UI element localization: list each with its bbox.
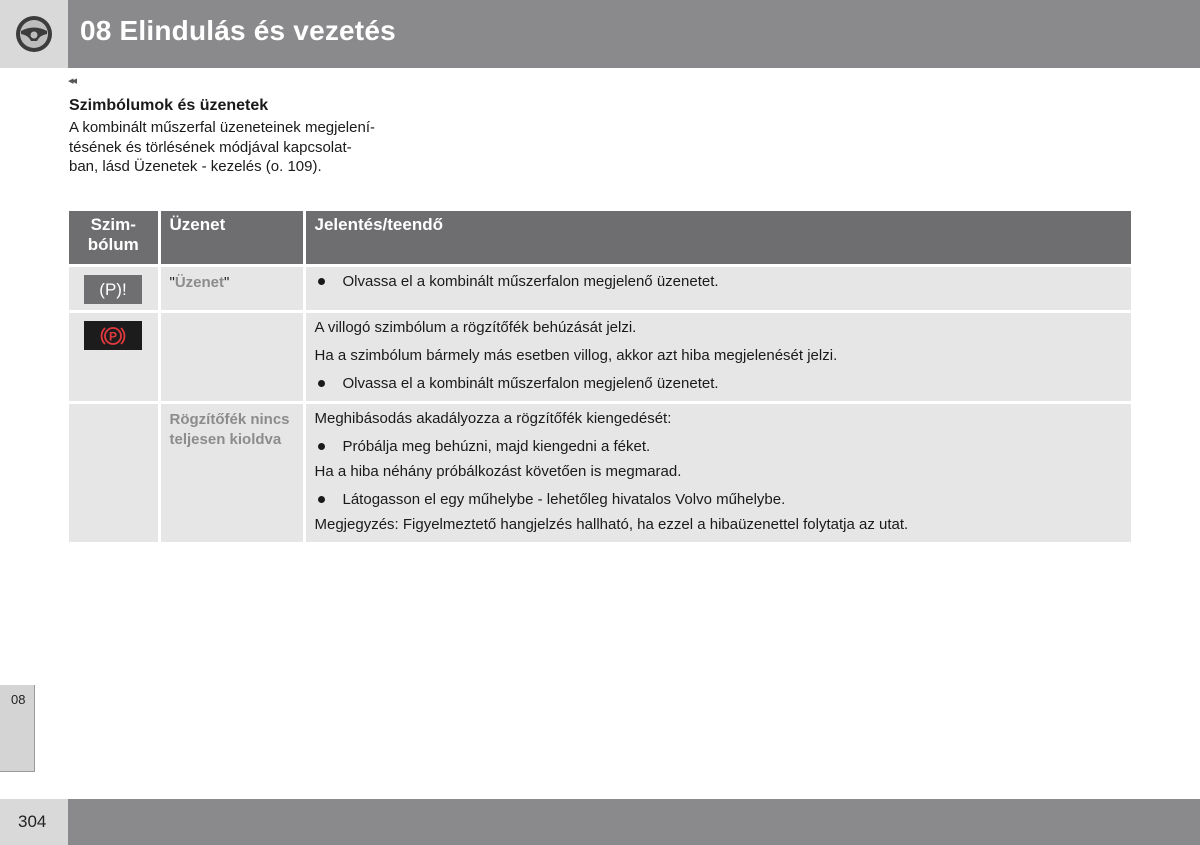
- side-tab-label: 08: [11, 692, 26, 707]
- meaning-text: Meghibásodás akadályozza a rögzítőfék kiengedését:: [314, 410, 672, 427]
- table-header-row: [69, 211, 1131, 266]
- column-header-message: Üzenet: [159, 211, 304, 266]
- footer-bar: [68, 799, 1200, 845]
- meaning-cell: [304, 266, 1131, 312]
- parking-brake-message-symbol: (P)!: [84, 275, 142, 304]
- meaning-cell: [304, 312, 1131, 403]
- message-cell-empty: [159, 312, 304, 403]
- symbol-cell: [69, 266, 159, 312]
- message-label: Üzenet: [174, 274, 225, 291]
- meaning-note: Megjegyzés: Figyelmeztető hangjelzés hallható, ha ezzel a hibaüzenettel folytatja az utat.: [314, 516, 909, 533]
- bullet-item: Próbálja meg behúzni, majd kiengedni a féket.: [315, 437, 1122, 456]
- meaning-text: Ha a szimbólum bármely más esetben villog, akkor azt hiba megjelenését jelzi.: [314, 347, 838, 364]
- table-row: [69, 312, 1131, 403]
- intro-paragraph: [69, 118, 409, 177]
- symbols-messages-table: [69, 211, 1131, 545]
- bullet-item: Olvassa el a kombinált műszerfalon megjelenő üzenetet.: [315, 272, 1122, 291]
- section-heading: Szimbólumok és üzenetek: [69, 97, 269, 114]
- page-number: 304: [18, 812, 47, 831]
- symbol-cell-empty: [69, 403, 159, 544]
- table-row: [69, 403, 1131, 544]
- intro-line: tésének és törlésének módjával kapcsolat-: [69, 138, 352, 156]
- chapter-side-tab[interactable]: [0, 685, 35, 772]
- table-row: [69, 266, 1131, 312]
- svg-text:P: P: [108, 329, 118, 343]
- intro-link-line[interactable]: ban, lásd Üzenetek - kezelés (o. 109).: [69, 158, 322, 175]
- steering-wheel-icon: [14, 14, 54, 54]
- column-header-meaning: Jelentés/teendő: [304, 211, 1131, 266]
- intro-line: A kombinált műszerfal üzeneteinek megjelení-: [69, 119, 375, 136]
- meaning-text: A villogó szimbólum a rögzítőfék behúzását jelzi.: [314, 319, 637, 336]
- message-cell: Rögzítőfék nincs teljesen kioldva: [159, 403, 304, 544]
- chapter-title: 08 Elindulás és vezetés: [80, 15, 396, 46]
- bullet-item: Látogasson el egy műhelybe - lehetőleg hivatalos Volvo műhelybe.: [315, 490, 1122, 509]
- meaning-text: Ha a hiba néhány próbálkozást követően is megmarad.: [314, 463, 682, 480]
- meaning-cell: [304, 403, 1131, 544]
- page-number-box: [0, 799, 68, 845]
- chapter-header-bar: [68, 0, 1200, 68]
- parking-brake-warning-icon: [84, 321, 142, 350]
- chapter-icon-box: [0, 0, 68, 68]
- symbol-cell: [69, 312, 159, 403]
- column-header-symbol: Szim- bólum: [69, 211, 159, 266]
- message-cell: "Üzenet": [159, 266, 304, 312]
- double-left-arrow-icon[interactable]: ◂◂: [68, 75, 76, 87]
- bullet-item: Olvassa el a kombinált műszerfalon megjelenő üzenetet.: [315, 374, 1122, 393]
